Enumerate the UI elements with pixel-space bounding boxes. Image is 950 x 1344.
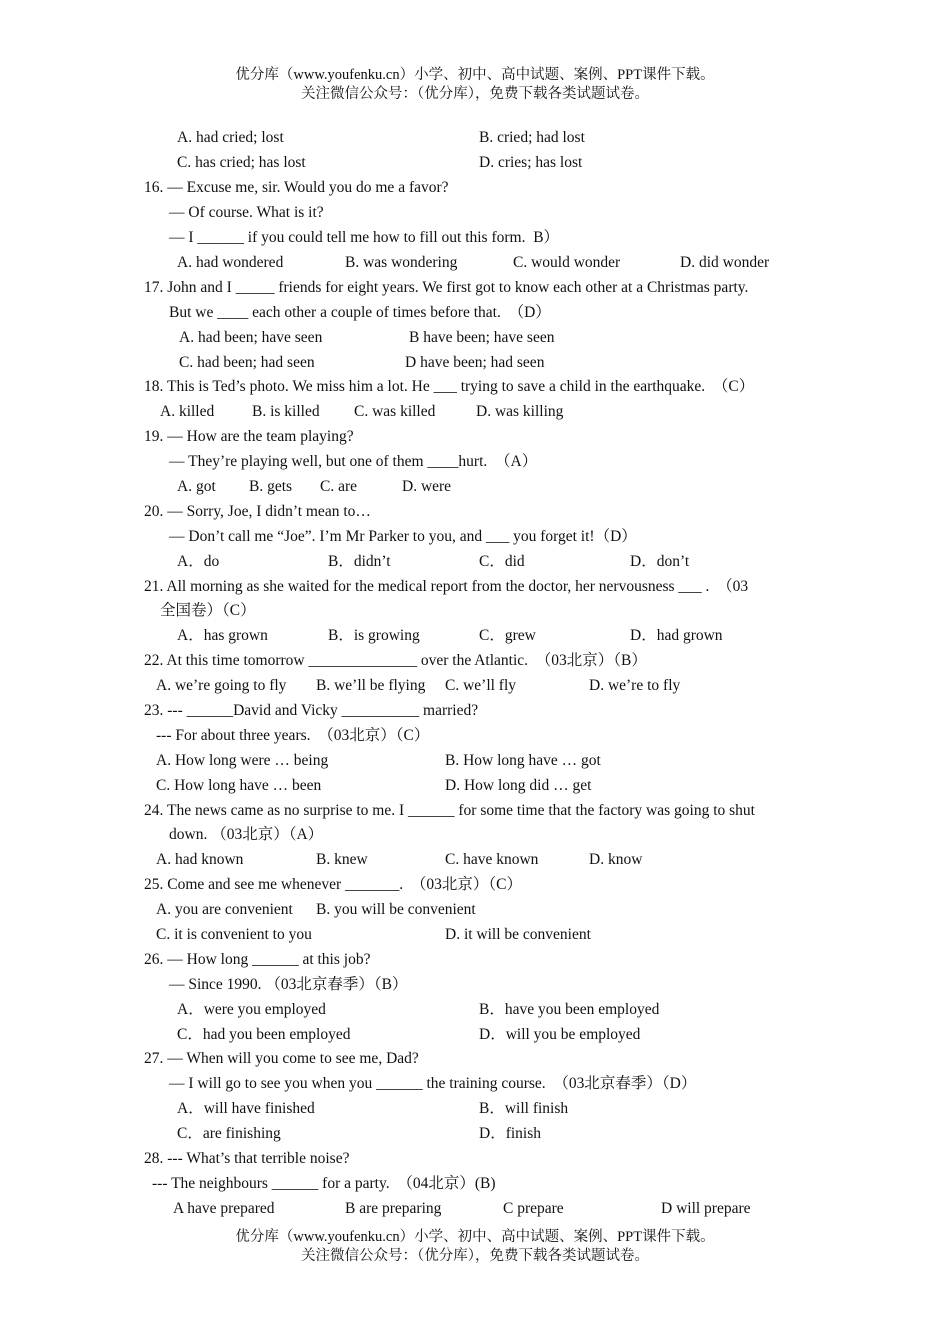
exam-text-line: 20. — Sorry, Joe, I didn’t mean to… (144, 503, 371, 520)
exam-text-line: B have been; have seen (409, 329, 555, 346)
exam-text-line: 全国卷）（C） (160, 602, 256, 619)
exam-text-line: C. had been; had seen (179, 354, 315, 371)
exam-text-line: C. would wonder (513, 254, 621, 271)
exam-text-line: A. had been; have seen (179, 329, 323, 346)
exam-text-line: D. cries; has lost (479, 154, 583, 171)
exam-text-line: C. have known (445, 851, 539, 868)
exam-text-line: 19. — How are the team playing? (144, 428, 354, 445)
exam-text-line: B. cried; had lost (479, 129, 585, 146)
exam-text-line: A. had known (156, 851, 244, 868)
footer-line-2: 关注微信公众号：（优分库），免费下载各类试题试卷。 (301, 1248, 649, 1264)
exam-text-line: C. are (320, 478, 358, 495)
exam-text-line: B．will finish (479, 1100, 569, 1117)
exam-text-line: D will prepare (661, 1200, 751, 1217)
exam-text-line: C. we’ll fly (445, 677, 517, 694)
exam-text-line: D. it will be convenient (445, 926, 591, 943)
exam-text-line: B．is growing (328, 627, 420, 644)
exam-text-line: B. is killed (252, 403, 320, 420)
exam-text-line: C．had you been employed (177, 1026, 351, 1043)
exam-text-line: D．had grown (630, 627, 723, 644)
exam-text-line: A. had wondered (177, 254, 284, 271)
exam-text-line: down. （03北京）（A） (169, 826, 324, 843)
exam-text-line: A．will have finished (177, 1100, 315, 1117)
exam-text-line: 22. At this time tomorrow ______________ over the Atlantic. （03北京）（B） (144, 652, 647, 669)
exam-text-line: --- The neighbours ______ for a party. （04北京）(B) (152, 1175, 496, 1192)
exam-text-line: B. you will be convenient (316, 901, 476, 918)
exam-text-line: D. How long did … get (445, 777, 592, 794)
exam-text-line: A．do (177, 553, 220, 570)
exam-text-line: B. we’ll be flying (316, 677, 426, 694)
header-line-2: 关注微信公众号：（优分库），免费下载各类试题试卷。 (301, 86, 649, 102)
exam-text-line: — Of course. What is it? (169, 204, 324, 221)
exam-text-line: C．are finishing (177, 1125, 281, 1142)
exam-text-line: C．did (479, 553, 525, 570)
exam-text-line: D. did wonder (680, 254, 770, 271)
exam-text-line: — They’re playing well, but one of them ____hurt. （A） (169, 453, 538, 470)
exam-text-line: 27. — When will you come to see me, Dad? (144, 1050, 419, 1067)
exam-text-line: C. was killed (354, 403, 436, 420)
exam-text-line: B. How long have … got (445, 752, 601, 769)
exam-text-line: 23. --- ______David and Vicky __________ married? (144, 702, 479, 719)
exam-text-line: D．finish (479, 1125, 542, 1142)
exam-text-line: — I will go to see you when you ______ the training course. （03北京春季）（D） (169, 1075, 697, 1092)
exam-text-line: 18. This is Ted’s photo. We miss him a lot. He ___ trying to save a child in the earthquake. （C） (144, 378, 755, 395)
exam-text-line: C. has cried; has lost (177, 154, 306, 171)
exam-text-line: D．don’t (630, 553, 690, 570)
exam-text-line: C. How long have … been (156, 777, 322, 794)
exam-text-line: D. were (402, 478, 452, 495)
exam-text-line: B. knew (316, 851, 368, 868)
exam-text-line: — I ______ if you could tell me how to fill out this form. B） (169, 229, 560, 246)
exam-text-line: A. killed (160, 403, 215, 420)
exam-text-line: B．have you been employed (479, 1001, 660, 1018)
exam-text-line: But we ____ each other a couple of times before that. （D） (169, 304, 551, 321)
header-line-1: 优分库（www.youfenku.cn）小学、初中、高中试题、案例、PPT课件下载。 (235, 67, 715, 83)
exam-text-line: C. it is convenient to you (156, 926, 312, 943)
exam-text-line: 25. Come and see me whenever _______. （03北京）（C） (144, 876, 522, 893)
exam-text-line: D have been; had seen (405, 354, 545, 371)
exam-text-line: A. How long were … being (156, 752, 329, 769)
exam-text-line: D. know (589, 851, 643, 868)
exam-text-line: D．will you be employed (479, 1026, 641, 1043)
exam-text-line: 21. All morning as she waited for the medical report from the doctor, her nervousness ___ . （03 (144, 578, 749, 595)
exam-text-line: C．grew (479, 627, 536, 644)
exam-text-line: 17. John and I _____ friends for eight years. We first got to know each other at a Christmas party. (144, 279, 749, 296)
exam-text-line: B. was wondering (345, 254, 458, 271)
exam-text-line: A．were you employed (177, 1001, 326, 1018)
exam-text-line: D. we’re to fly (589, 677, 681, 694)
exam-text-line: C prepare (503, 1200, 564, 1217)
exam-text-line: — Don’t call me “Joe”. I’m Mr Parker to you, and ___ you forget it!（D） (169, 528, 637, 545)
exam-text-line: B are preparing (345, 1200, 442, 1217)
exam-text-line: B．didn’t (328, 553, 391, 570)
exam-text-line: A. you are convenient (156, 901, 293, 918)
exam-text-line: — Since 1990. （03北京春季）（B） (169, 976, 408, 993)
footer-line-1: 优分库（www.youfenku.cn）小学、初中、高中试题、案例、PPT课件下载。 (235, 1229, 715, 1245)
exam-text-line: A. we’re going to fly (156, 677, 287, 694)
exam-text-line: 28. --- What’s that terrible noise? (144, 1150, 350, 1167)
exam-text-line: A．has grown (177, 627, 268, 644)
exam-text-line: --- For about three years. （03北京）（C） (156, 727, 430, 744)
exam-text-line: 24. The news came as no surprise to me. I ______ for some time that the factory was going to shut (144, 802, 755, 819)
exam-text-line: D. was killing (476, 403, 564, 420)
exam-text-line: A have prepared (173, 1200, 275, 1217)
exam-text-line: A. had cried; lost (177, 129, 284, 146)
exam-text-line: A. got (177, 478, 216, 495)
exam-text-line: 26. — How long ______ at this job? (144, 951, 371, 968)
exam-text-line: B. gets (249, 478, 293, 495)
exam-text-line: 16. — Excuse me, sir. Would you do me a favor? (144, 179, 449, 196)
